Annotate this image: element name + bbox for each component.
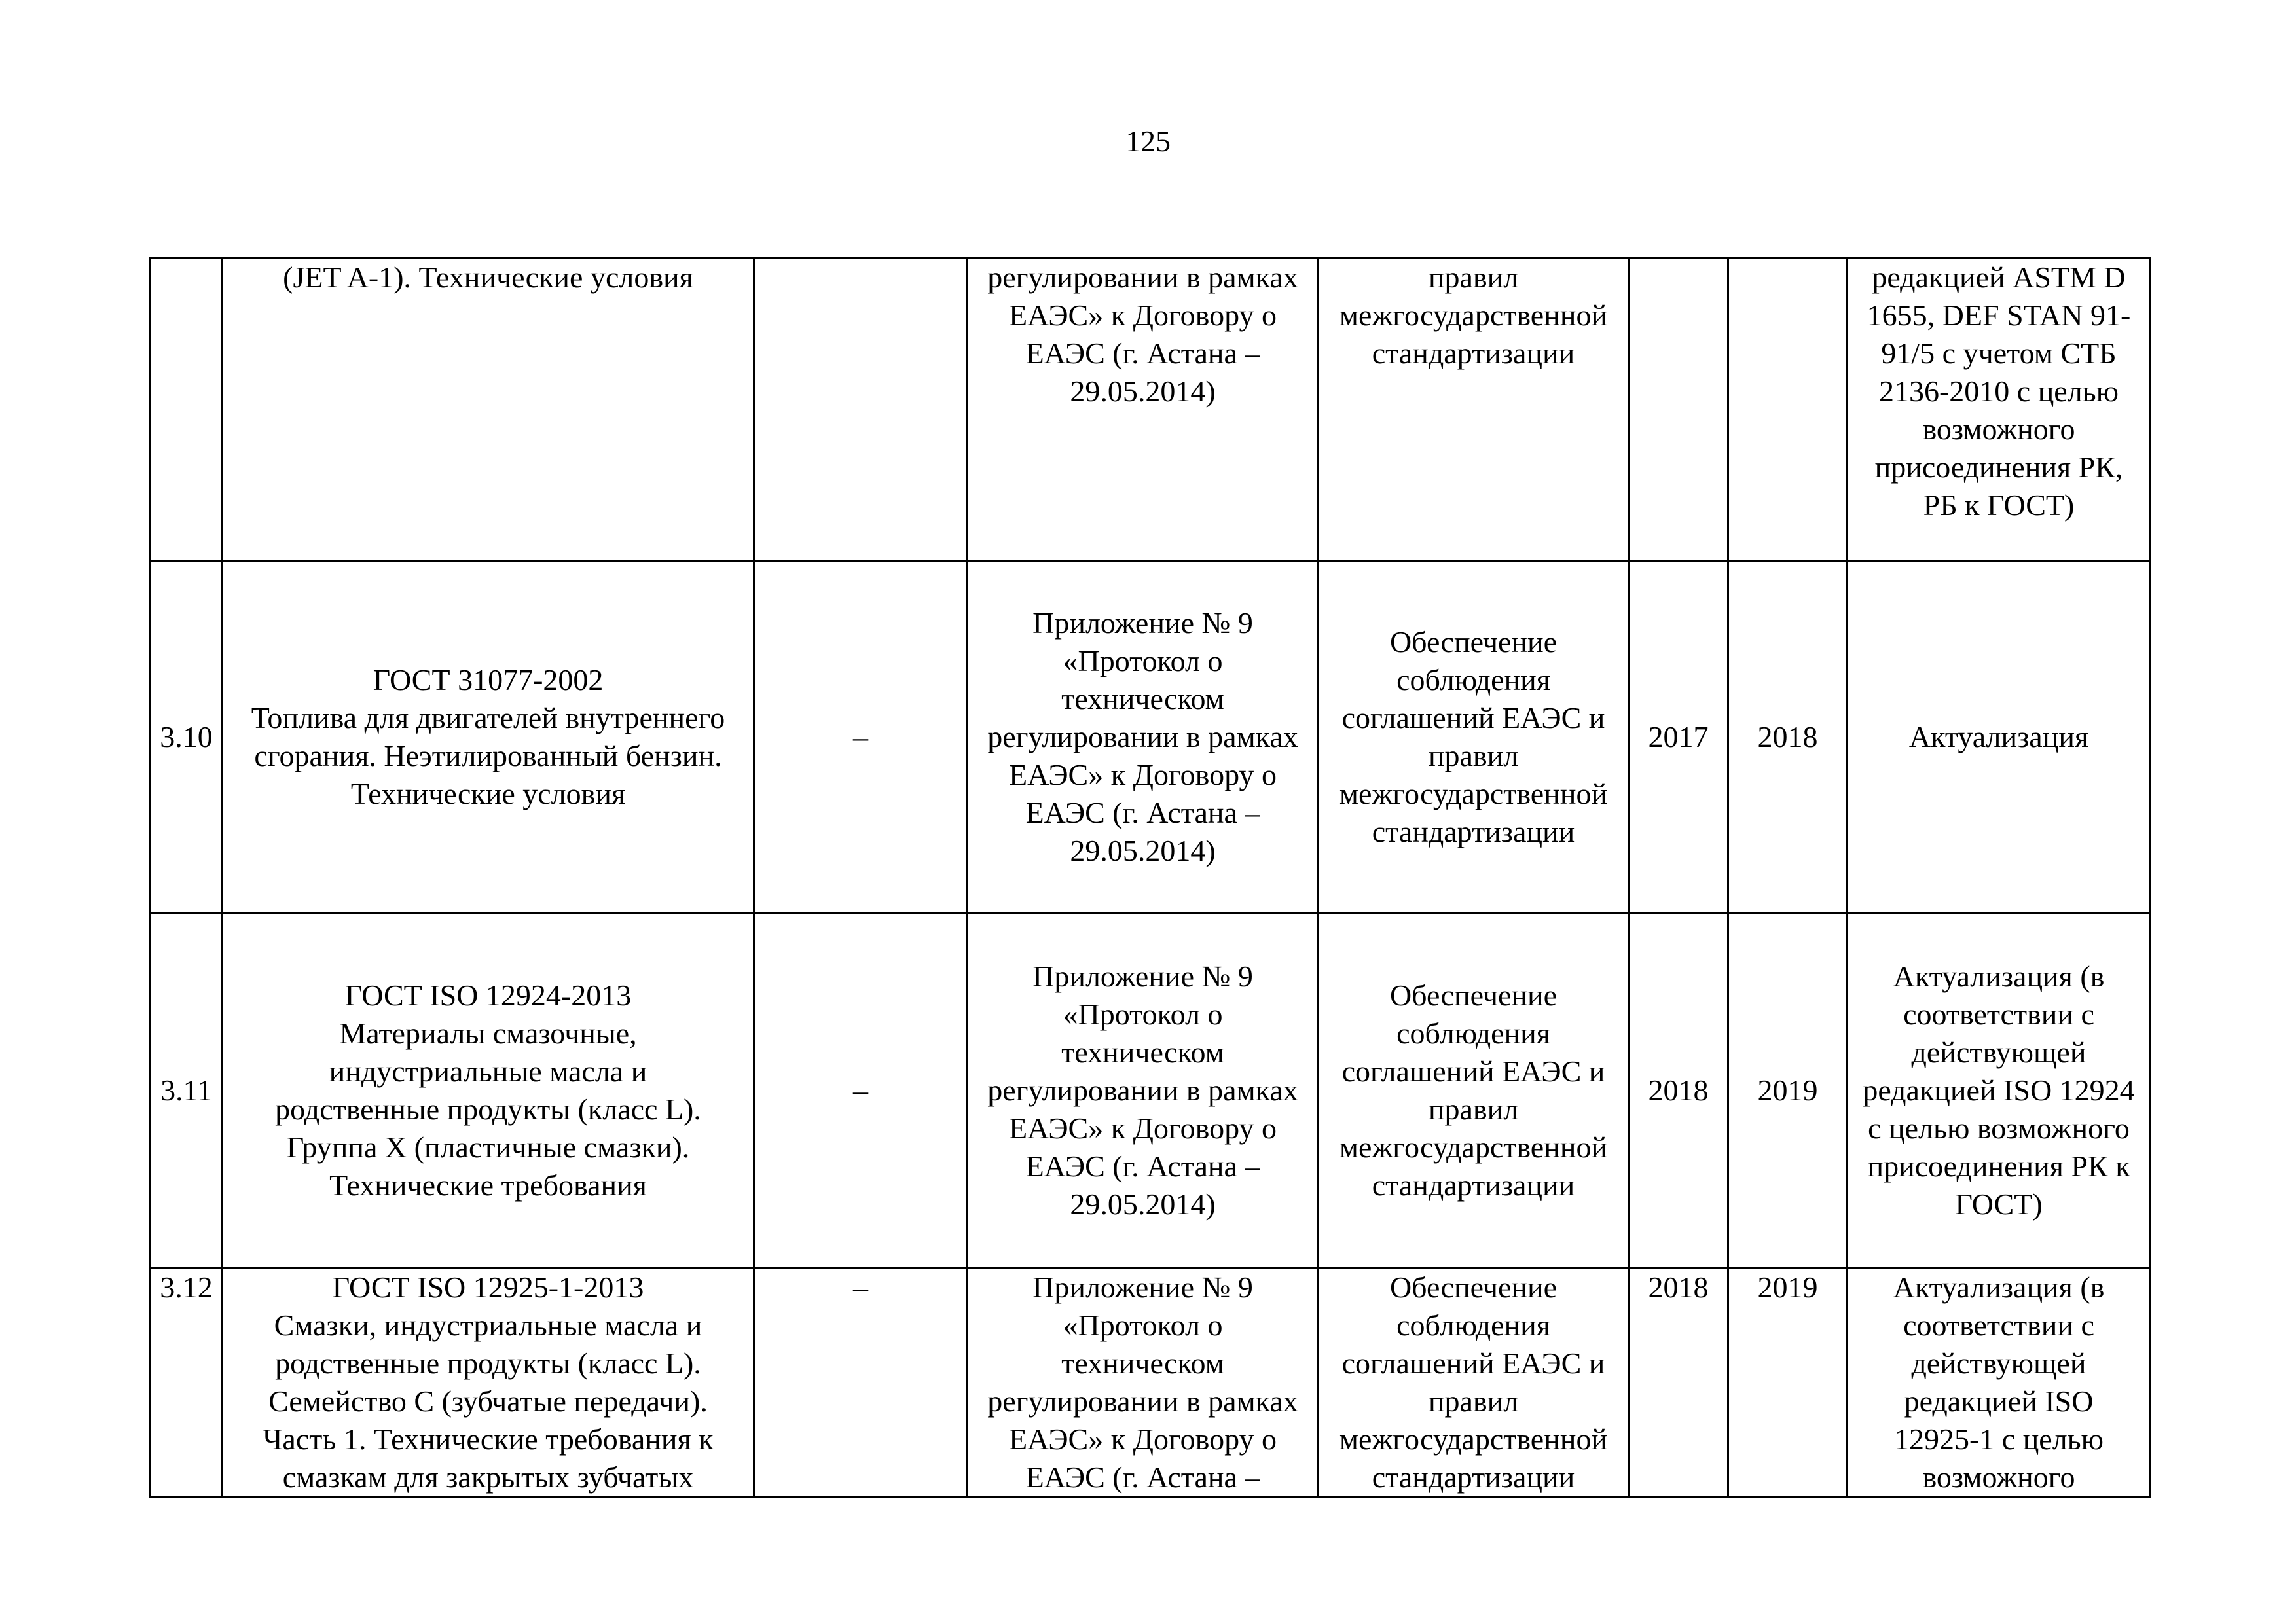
cell-line: правил [1428, 261, 1519, 294]
cell-line: соглашений ЕАЭС и [1341, 1055, 1605, 1088]
cell-line: соблюдения [1396, 1308, 1550, 1342]
cell-line: ГОСТ 31077-2002 [373, 663, 604, 696]
cell-line: соглашений ЕАЭС и [1341, 701, 1605, 734]
cell-line: регулировании в рамках [987, 720, 1298, 753]
cell-line: с целью возможного [1868, 1111, 2130, 1145]
document-title-cell [223, 561, 754, 914]
cell-line: Смазки, индустриальные масла и [274, 1308, 702, 1342]
cell-line: правил [1428, 1092, 1519, 1126]
cell-line: соответствии с [1903, 1308, 2094, 1342]
dash-cell [754, 258, 968, 561]
note-cell [1848, 914, 2151, 1268]
cell-line: ЕАЭС (г. Астана – [1025, 336, 1260, 370]
cell-line: родственные продукты (класс L). [275, 1346, 701, 1380]
start-year-cell: 2018 [1629, 1268, 1728, 1498]
cell-line: Приложение № 9 [1032, 606, 1253, 640]
cell-line: сгорания. Неэтилированный бензин. [254, 739, 722, 772]
note-cell [1848, 561, 2151, 914]
cell-line: соблюдения [1396, 1017, 1550, 1050]
dash-cell: – [754, 914, 968, 1268]
cell-line: регулировании в рамках [987, 1384, 1298, 1418]
standards-table [149, 257, 2151, 1498]
start-year-cell: 2017 [1629, 561, 1728, 914]
cell-line: возможного [1922, 412, 2075, 446]
cell-line: межгосударственной [1339, 1130, 1608, 1164]
row-number-cell: 3.11 [151, 914, 223, 1268]
cell-line: стандартизации [1372, 1168, 1575, 1202]
cell-line: правил [1428, 739, 1519, 772]
cell-line: Часть 1. Технические требования к [263, 1422, 714, 1456]
cell-line: присоединения РК к [1867, 1149, 2130, 1183]
cell-line: (JET A-1). Технические условия [283, 261, 693, 294]
cell-line: ЕАЭС» к Договору о [1009, 1422, 1277, 1456]
start-year-cell: 2018 [1629, 914, 1728, 1268]
table-body [151, 258, 2151, 1498]
cell-line: родственные продукты (класс L). [275, 1092, 701, 1126]
cell-line: «Протокол о [1063, 644, 1223, 677]
cell-line: Обеспечение [1389, 979, 1558, 1012]
cell-line: Обеспечение [1389, 625, 1558, 659]
cell-line: 91/5 с учетом СТБ [1881, 336, 2117, 370]
cell-line: Обеспечение [1389, 1271, 1558, 1304]
cell-line: правил [1428, 1384, 1519, 1418]
cell-line: ЕАЭС» к Договору о [1009, 1111, 1277, 1145]
note-cell [1848, 258, 2151, 561]
cell-line: ЕАЭС» к Договору о [1009, 298, 1277, 332]
table-row [151, 1268, 2151, 1498]
table-row [151, 258, 2151, 561]
document-title-cell [223, 258, 754, 561]
purpose-cell [1319, 258, 1629, 561]
cell-line: межгосударственной [1339, 1422, 1608, 1456]
cell-line: техническом [1061, 682, 1224, 715]
cell-line: Приложение № 9 [1032, 960, 1253, 993]
dash-cell: – [754, 1268, 968, 1498]
end-year-cell [1728, 258, 1848, 561]
cell-line: РБ к ГОСТ) [1923, 488, 2075, 522]
purpose-cell [1319, 561, 1629, 914]
cell-line: 1655, DEF STAN 91- [1867, 298, 2131, 332]
page-number: 125 [1125, 124, 1171, 158]
cell-line: Группа X (пластичные смазки). [286, 1130, 690, 1164]
cell-line: ЕАЭС (г. Астана – [1025, 796, 1260, 829]
cell-line: возможного [1922, 1460, 2075, 1494]
cell-line: Актуализация (в [1893, 1271, 2105, 1304]
cell-line: Топлива для двигателей внутреннего [251, 701, 725, 734]
note-cell [1848, 1268, 2151, 1498]
cell-line: Материалы смазочные, [339, 1017, 637, 1050]
cell-line: техническом [1061, 1346, 1224, 1380]
row-number-cell [151, 258, 223, 561]
cell-line: Технические требования [329, 1168, 647, 1202]
cell-line: действующей [1911, 1346, 2086, 1380]
basis-cell [968, 1268, 1319, 1498]
cell-line: соответствии с [1903, 998, 2094, 1031]
basis-cell [968, 561, 1319, 914]
purpose-cell [1319, 1268, 1629, 1498]
end-year-cell: 2019 [1728, 914, 1848, 1268]
cell-line: ЕАЭС (г. Астана – [1025, 1149, 1260, 1183]
cell-line: стандартизации [1372, 336, 1575, 370]
cell-line: 12925-1 с целью [1893, 1422, 2104, 1456]
cell-line: межгосударственной [1339, 298, 1608, 332]
purpose-cell [1319, 914, 1629, 1268]
table-row [151, 561, 2151, 914]
cell-line: ЕАЭС» к Договору о [1009, 758, 1277, 791]
cell-line: ЕАЭС (г. Астана – [1025, 1460, 1260, 1494]
cell-line: «Протокол о [1063, 1308, 1223, 1342]
cell-line: индустриальные масла и [329, 1055, 647, 1088]
cell-line: 29.05.2014) [1070, 834, 1216, 867]
cell-line: ГОСТ ISO 12925-1-2013 [332, 1271, 644, 1304]
cell-line: соглашений ЕАЭС и [1341, 1346, 1605, 1380]
end-year-cell: 2019 [1728, 1268, 1848, 1498]
table-row [151, 914, 2151, 1268]
basis-cell [968, 914, 1319, 1268]
cell-line: ГОСТ ISO 12924-2013 [344, 979, 632, 1012]
cell-line: Приложение № 9 [1032, 1271, 1253, 1304]
document-title-cell [223, 1268, 754, 1498]
start-year-cell [1629, 258, 1728, 561]
cell-line: ГОСТ) [1955, 1187, 2043, 1221]
row-number-cell: 3.10 [151, 561, 223, 914]
cell-line: действующей [1911, 1036, 2086, 1069]
cell-line: присоединения РК, [1874, 450, 2123, 484]
cell-line: 29.05.2014) [1070, 374, 1216, 408]
dash-cell: – [754, 561, 968, 914]
cell-line: соблюдения [1396, 663, 1550, 696]
cell-line: 29.05.2014) [1070, 1187, 1216, 1221]
basis-cell [968, 258, 1319, 561]
cell-line: стандартизации [1372, 815, 1575, 848]
cell-line: смазкам для закрытых зубчатых [282, 1460, 694, 1494]
cell-line: Актуализация (в [1893, 960, 2105, 993]
cell-line: регулировании в рамках [987, 1074, 1298, 1107]
cell-line: Актуализация [1908, 720, 2089, 753]
cell-line: редакцией ISO 12924 [1863, 1074, 2135, 1107]
row-number-cell: 3.12 [151, 1268, 223, 1498]
end-year-cell: 2018 [1728, 561, 1848, 914]
cell-line: редакцией ASTM D [1872, 261, 2126, 294]
document-title-cell [223, 914, 754, 1268]
cell-line: техническом [1061, 1036, 1224, 1069]
cell-line: Технические условия [350, 777, 626, 810]
cell-line: 2136-2010 с целью [1878, 374, 2119, 408]
cell-line: «Протокол о [1063, 998, 1223, 1031]
cell-line: межгосударственной [1339, 777, 1608, 810]
cell-line: стандартизации [1372, 1460, 1575, 1494]
cell-line: регулировании в рамках [987, 261, 1298, 294]
cell-line: Семейство С (зубчатые передачи). [268, 1384, 708, 1418]
cell-line: редакцией ISO [1904, 1384, 2094, 1418]
